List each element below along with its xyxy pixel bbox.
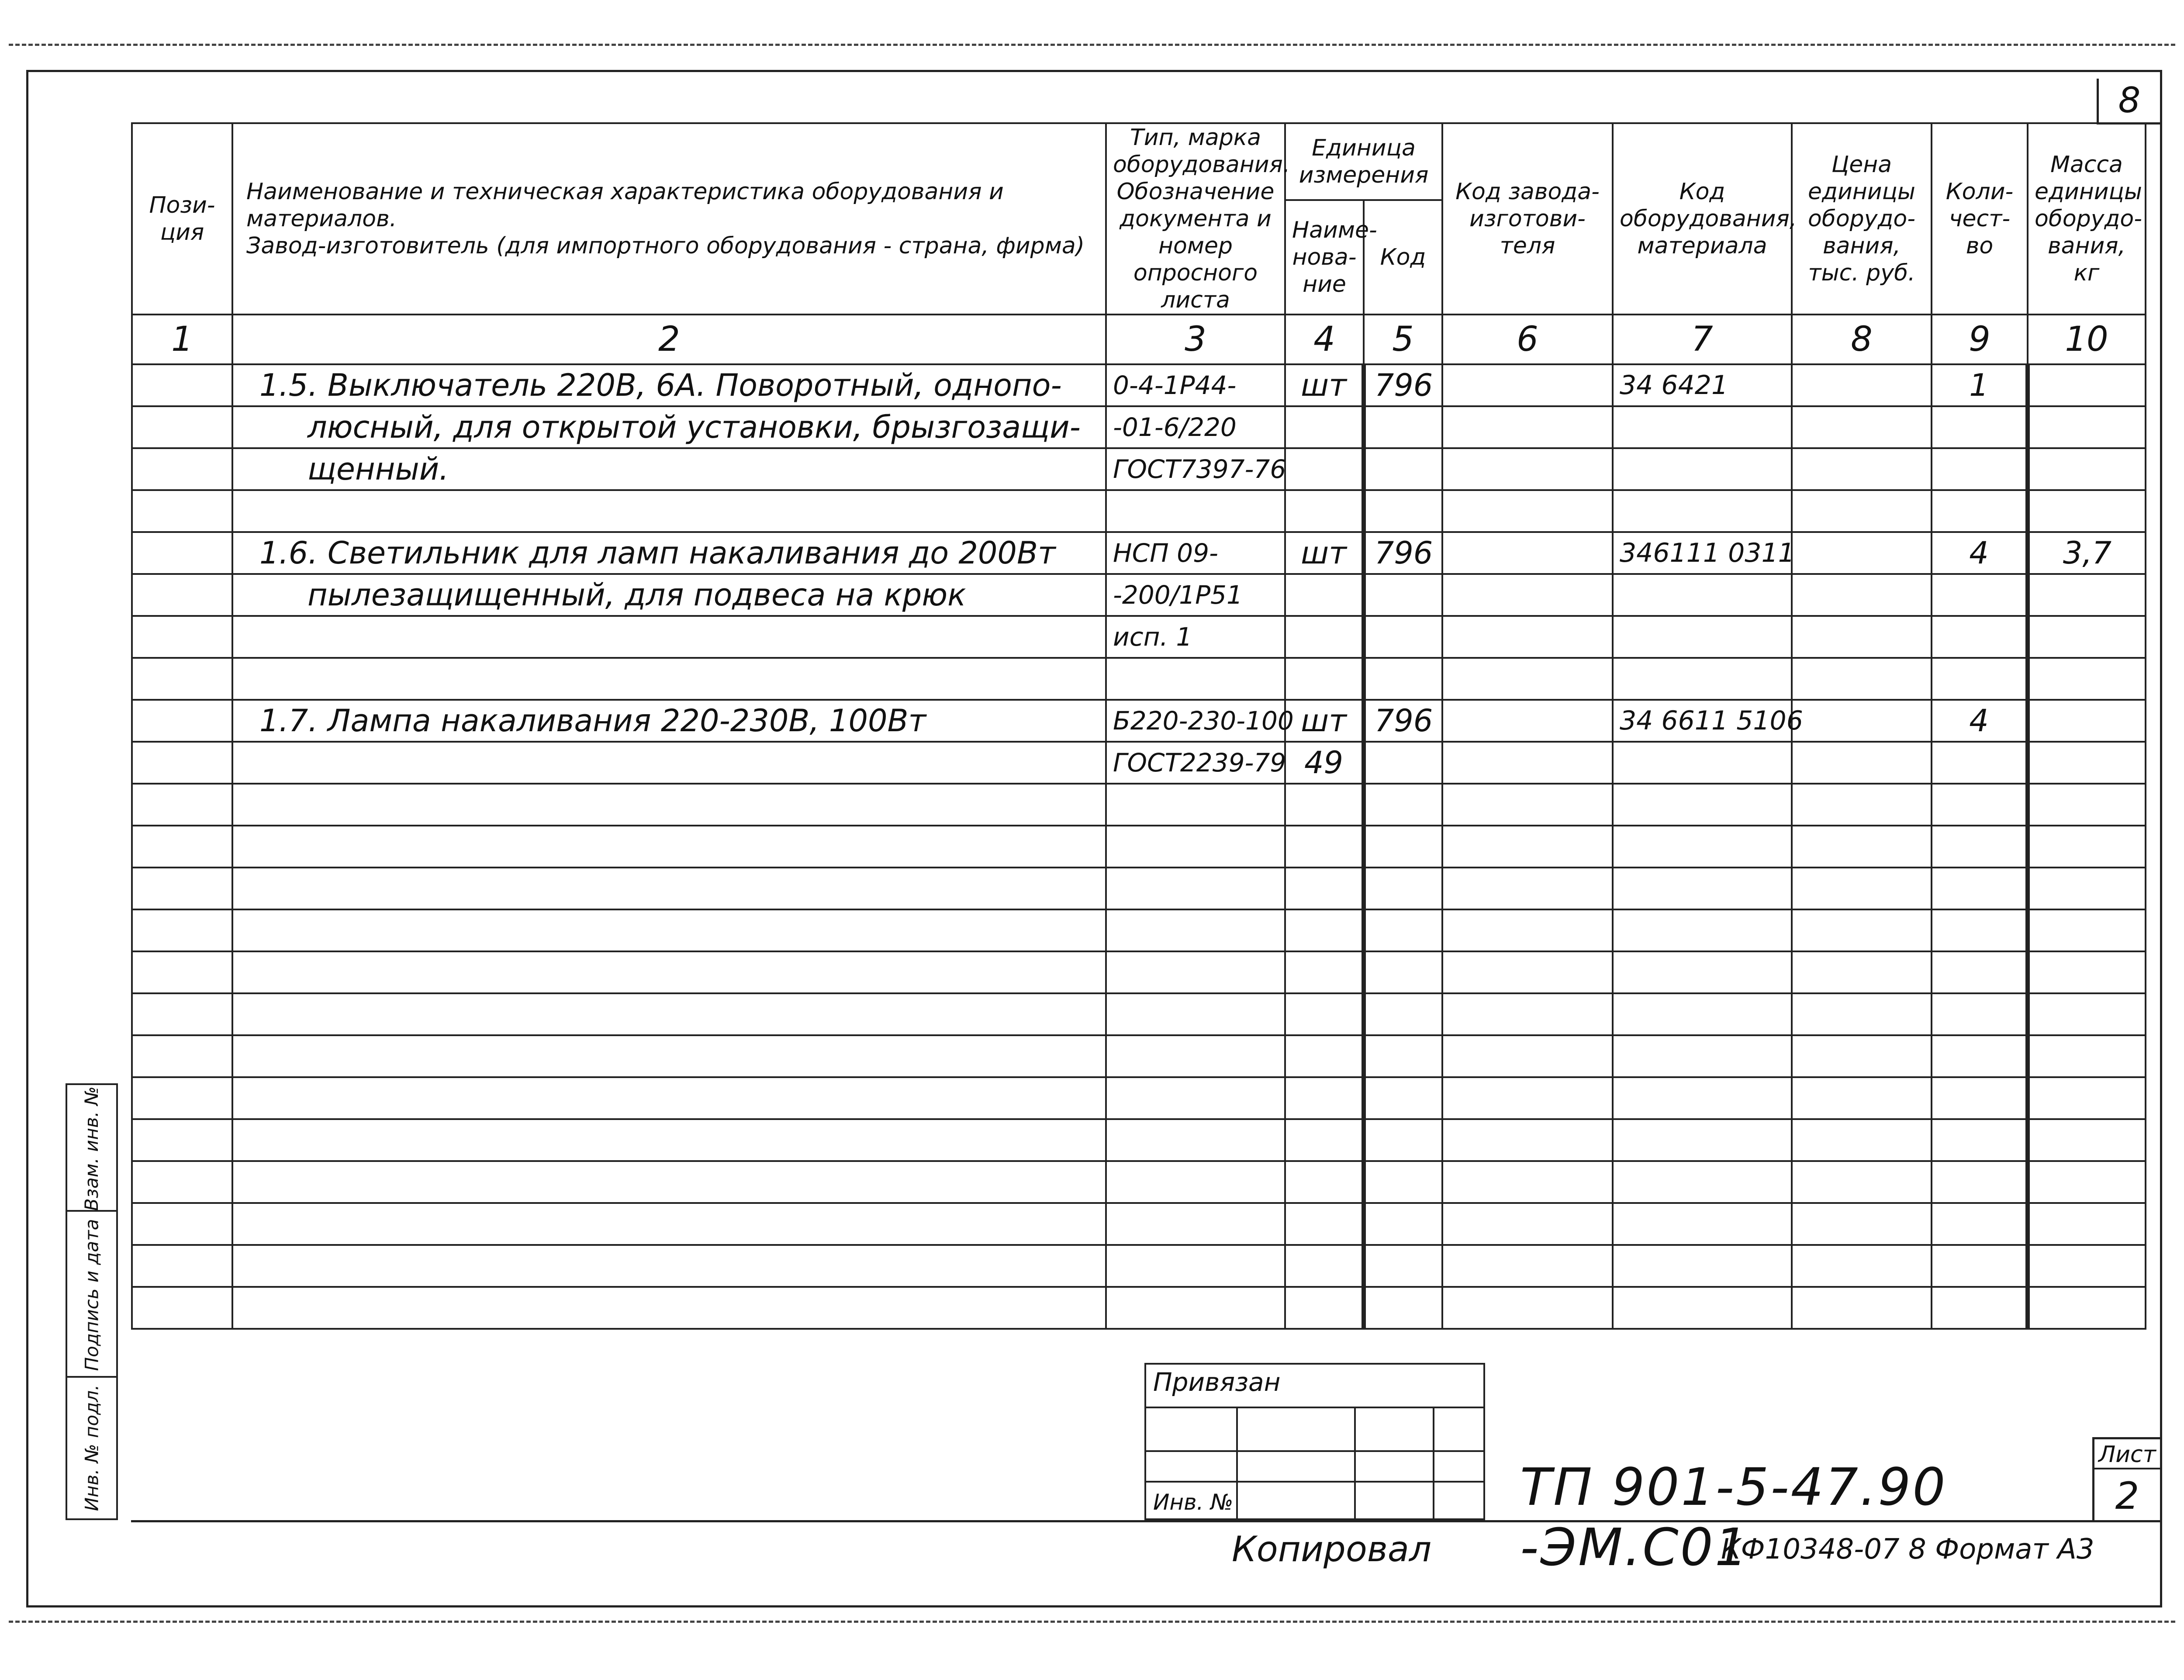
table-cell-c8 [1792, 909, 1932, 951]
table-cell-unit [1285, 1161, 1364, 1203]
table-cell-c8 [1792, 1077, 1932, 1119]
header-price: Цена единицы оборудо-вания, тыс. руб. [1792, 123, 1932, 315]
table-cell-c8 [1792, 1035, 1932, 1077]
table-cell-unit [1285, 784, 1364, 826]
table-cell-name: люсный, для открытой установки, брызгозащи- [232, 406, 1106, 448]
table-cell-c6 [1442, 700, 1613, 742]
table-row [132, 868, 2146, 909]
table-cell-c1 [132, 993, 232, 1035]
column-numbers-row [132, 315, 2146, 364]
table-cell-unit [1285, 1077, 1364, 1119]
table-cell-c1 [132, 909, 232, 951]
table-cell-type [1106, 490, 1285, 532]
table-cell-type: -01-6/220 [1106, 406, 1285, 448]
table-cell-name [232, 826, 1106, 868]
table-cell-code: 796 [1364, 532, 1442, 574]
sheet-box [2092, 1437, 2160, 1522]
table-cell-name [232, 784, 1106, 826]
table-cell-mass [2028, 616, 2146, 658]
table-cell-equip_code [1613, 1035, 1792, 1077]
table-cell-name [232, 1077, 1106, 1119]
header-unit-code: Код [1364, 200, 1442, 315]
table-cell-equip_code: 34 6421 [1613, 364, 1792, 406]
header-quantity: Коли-чест-во [1932, 123, 2028, 315]
side-label-replaced-inv: Взам. инв. № [81, 1086, 103, 1211]
table-cell-qty [1932, 951, 2028, 993]
table-cell-equip_code: 346111 0311 [1613, 532, 1792, 574]
table-row [132, 993, 2146, 1035]
table-cell-equip_code [1613, 658, 1792, 700]
table-cell-code: 796 [1364, 364, 1442, 406]
table-cell-mass [2028, 574, 2146, 616]
table-cell-code [1364, 448, 1442, 490]
table-cell-unit [1285, 490, 1364, 532]
table-cell-qty [1932, 574, 2028, 616]
table-cell-name [232, 742, 1106, 784]
table-cell-mass [2028, 1245, 2146, 1287]
header-equipment-code: Код оборудования, материала [1613, 123, 1792, 315]
table-cell-mass [2028, 406, 2146, 448]
table-cell-type: -200/1Р51 [1106, 574, 1285, 616]
table-cell-c6 [1442, 532, 1613, 574]
table-cell-c1 [132, 1035, 232, 1077]
col-number: 6 [1442, 315, 1613, 364]
table-cell-name [232, 993, 1106, 1035]
table-cell-type [1106, 1077, 1285, 1119]
table-row [132, 826, 2146, 868]
table-cell-c8 [1792, 364, 1932, 406]
table-cell-code [1364, 951, 1442, 993]
sheet-label: Лист [2094, 1441, 2160, 1469]
table-cell-c1 [132, 826, 232, 868]
header-name-line2: Завод-изготовитель (для импортного оборудования - страна, фирма) [246, 233, 1085, 259]
table-row [132, 616, 2146, 658]
table-cell-mass [2028, 700, 2146, 742]
table-cell-unit [1285, 1203, 1364, 1245]
table-cell-name [232, 951, 1106, 993]
col-number: 2 [232, 315, 1106, 364]
table-cell-c8 [1792, 868, 1932, 909]
table-cell-unit [1285, 951, 1364, 993]
header-unit: Единица измерения [1285, 123, 1442, 200]
sheet-number: 2 [2115, 1474, 2139, 1518]
table-cell-mass [2028, 742, 2146, 784]
table-cell-code [1364, 1245, 1442, 1287]
table-cell-qty [1932, 1035, 2028, 1077]
table-row [132, 574, 2146, 616]
table-cell-c8 [1792, 1245, 1932, 1287]
table-cell-c1 [132, 574, 232, 616]
table-cell-c6 [1442, 993, 1613, 1035]
table-cell-unit [1285, 448, 1364, 490]
table-row [132, 406, 2146, 448]
table-cell-qty [1932, 490, 2028, 532]
table-cell-qty [1932, 742, 2028, 784]
col-number: 10 [2028, 315, 2146, 364]
table-cell-name [232, 1161, 1106, 1203]
table-cell-qty [1932, 448, 2028, 490]
table-cell-qty [1932, 406, 2028, 448]
table-cell-name [232, 1203, 1106, 1245]
table-cell-c6 [1442, 1035, 1613, 1077]
col-number: 8 [1792, 315, 1932, 364]
table-cell-code [1364, 1119, 1442, 1161]
header-mass: Масса единицы оборудо-вания, кг [2028, 123, 2146, 315]
table-cell-mass [2028, 1203, 2146, 1245]
table-cell-c8 [1792, 742, 1932, 784]
table-cell-c8 [1792, 574, 1932, 616]
table-cell-unit [1285, 1287, 1364, 1329]
table-cell-c1 [132, 868, 232, 909]
table-cell-c1 [132, 490, 232, 532]
side-label-signature-date: Подпись и дата [81, 1219, 103, 1371]
table-cell-type [1106, 951, 1285, 993]
table-cell-c1 [132, 1119, 232, 1161]
table-cell-qty [1932, 909, 2028, 951]
table-cell-type: Б220-230-100 [1106, 700, 1285, 742]
table-cell-mass [2028, 868, 2146, 909]
table-cell-qty [1932, 1161, 2028, 1203]
table-cell-c6 [1442, 1245, 1613, 1287]
table-cell-code [1364, 826, 1442, 868]
table-cell-c6 [1442, 658, 1613, 700]
table-cell-type: 0-4-1Р44- [1106, 364, 1285, 406]
table-cell-mass [2028, 1287, 2146, 1329]
table-cell-code [1364, 993, 1442, 1035]
header-unit-name: Наиме-нова-ние [1285, 200, 1364, 315]
table-cell-c1 [132, 448, 232, 490]
table-cell-c1 [132, 364, 232, 406]
table-cell-qty [1932, 868, 2028, 909]
table-cell-unit [1285, 1245, 1364, 1287]
col-number: 1 [132, 315, 232, 364]
table-cell-c6 [1442, 574, 1613, 616]
table-cell-c1 [132, 658, 232, 700]
bottom-border-line [131, 1520, 2160, 1522]
table-cell-unit [1285, 826, 1364, 868]
table-cell-equip_code [1613, 909, 1792, 951]
table-cell-name [232, 658, 1106, 700]
header-name [232, 123, 1106, 315]
table-cell-equip_code [1613, 406, 1792, 448]
document-code: ТП 901-5-47.90 -ЭМ.С01 [1520, 1457, 1947, 1577]
table-cell-c6 [1442, 1077, 1613, 1119]
stamp-inv-number: Инв. № [1153, 1490, 1234, 1515]
table-cell-mass [2028, 826, 2146, 868]
table-cell-name [232, 1119, 1106, 1161]
table-cell-c8 [1792, 658, 1932, 700]
table-cell-code [1364, 1203, 1442, 1245]
table-cell-qty: 4 [1932, 532, 2028, 574]
table-cell-qty [1932, 1245, 2028, 1287]
table-cell-mass [2028, 364, 2146, 406]
col-number: 9 [1932, 315, 2028, 364]
table-cell-c1 [132, 406, 232, 448]
table-cell-unit [1285, 1035, 1364, 1077]
table-cell-type [1106, 1203, 1285, 1245]
table-row [132, 658, 2146, 700]
table-cell-c8 [1792, 784, 1932, 826]
specification-table [131, 122, 2146, 1330]
table-cell-equip_code [1613, 951, 1792, 993]
table-cell-c6 [1442, 951, 1613, 993]
table-cell-equip_code [1613, 993, 1792, 1035]
bottom-dashed-line [9, 1621, 2175, 1623]
table-cell-c6 [1442, 1287, 1613, 1329]
table-cell-type [1106, 909, 1285, 951]
table-cell-c6 [1442, 1161, 1613, 1203]
table-cell-mass [2028, 658, 2146, 700]
table-cell-type: НСП 09- [1106, 532, 1285, 574]
table-cell-type [1106, 826, 1285, 868]
table-row [132, 1035, 2146, 1077]
table-cell-equip_code [1613, 1245, 1792, 1287]
table-row [132, 532, 2146, 574]
table-cell-unit [1285, 993, 1364, 1035]
table-cell-c8 [1792, 1119, 1932, 1161]
table-cell-equip_code [1613, 574, 1792, 616]
table-cell-mass [2028, 951, 2146, 993]
table-cell-mass [2028, 1035, 2146, 1077]
table-row [132, 951, 2146, 993]
table-cell-c1 [132, 742, 232, 784]
table-cell-unit [1285, 1119, 1364, 1161]
col-number: 5 [1364, 315, 1442, 364]
table-cell-name [232, 1245, 1106, 1287]
table-row [132, 1119, 2146, 1161]
table-cell-c8 [1792, 1287, 1932, 1329]
table-cell-unit [1285, 406, 1364, 448]
table-cell-qty [1932, 784, 2028, 826]
stamp-title: Привязан [1153, 1367, 1281, 1397]
table-cell-type [1106, 1035, 1285, 1077]
table-cell-equip_code [1613, 1077, 1792, 1119]
table-cell-c8 [1792, 1161, 1932, 1203]
table-cell-c8 [1792, 616, 1932, 658]
table-cell-mass [2028, 909, 2146, 951]
table-cell-c6 [1442, 742, 1613, 784]
table-cell-name [232, 1035, 1106, 1077]
table-cell-c8 [1792, 700, 1932, 742]
table-cell-qty [1932, 616, 2028, 658]
table-cell-unit: 49 [1285, 742, 1364, 784]
table-cell-type [1106, 868, 1285, 909]
table-cell-equip_code [1613, 826, 1792, 868]
table-cell-mass [2028, 1077, 2146, 1119]
table-cell-name: пылезащищенный, для подвеса на крюк [232, 574, 1106, 616]
table-cell-qty: 4 [1932, 700, 2028, 742]
table-cell-c6 [1442, 364, 1613, 406]
table-cell-c6 [1442, 784, 1613, 826]
table-cell-c8 [1792, 951, 1932, 993]
table-cell-type [1106, 1119, 1285, 1161]
table-cell-code [1364, 742, 1442, 784]
table-cell-c6 [1442, 826, 1613, 868]
copied-by: Копировал [1232, 1529, 1432, 1569]
table-cell-equip_code [1613, 490, 1792, 532]
table-cell-type: исп. 1 [1106, 616, 1285, 658]
table-cell-code [1364, 1035, 1442, 1077]
table-cell-c1 [132, 1161, 232, 1203]
table-cell-type: ГОСТ2239-79 [1106, 742, 1285, 784]
table-cell-c1 [132, 951, 232, 993]
table-cell-unit [1285, 909, 1364, 951]
table-cell-code [1364, 658, 1442, 700]
format-label: КФ10348-07 8 Формат А3 [1721, 1533, 2094, 1566]
table-cell-c1 [132, 1245, 232, 1287]
table-cell-c8 [1792, 993, 1932, 1035]
table-cell-equip_code [1613, 1287, 1792, 1329]
header-name-line1: Наименование и техническая характеристика оборудования и материалов. [246, 179, 1004, 232]
table-cell-qty [1932, 1119, 2028, 1161]
table-cell-mass [2028, 448, 2146, 490]
table-row [132, 448, 2146, 490]
table-row [132, 364, 2146, 406]
table-cell-mass [2028, 784, 2146, 826]
table-cell-name: 1.7. Лампа накаливания 220-230В, 100Вт [232, 700, 1106, 742]
table-cell-equip_code [1613, 1161, 1792, 1203]
table-cell-type: ГОСТ7397-76 [1106, 448, 1285, 490]
table-cell-unit [1285, 616, 1364, 658]
table-cell-c6 [1442, 406, 1613, 448]
header-type: Тип, марка оборудования. Обозначение документа и номер опросного листа [1106, 123, 1285, 315]
table-cell-code [1364, 574, 1442, 616]
table-cell-unit: шт [1285, 700, 1364, 742]
table-cell-c6 [1442, 448, 1613, 490]
table-cell-qty [1932, 826, 2028, 868]
table-row [132, 490, 2146, 532]
table-cell-unit [1285, 574, 1364, 616]
table-cell-name: 1.5. Выключатель 220В, 6А. Поворотный, однопо- [232, 364, 1106, 406]
table-cell-name [232, 616, 1106, 658]
table-cell-name [232, 909, 1106, 951]
table-cell-c8 [1792, 448, 1932, 490]
table-cell-code [1364, 784, 1442, 826]
table-cell-equip_code [1613, 1203, 1792, 1245]
col-number: 7 [1613, 315, 1792, 364]
table-cell-c8 [1792, 490, 1932, 532]
table-cell-c6 [1442, 868, 1613, 909]
table-cell-name [232, 490, 1106, 532]
table-cell-qty [1932, 1203, 2028, 1245]
side-label-inv-original: Инв. № подл. [81, 1384, 103, 1511]
top-dashed-line [9, 44, 2175, 46]
table-cell-equip_code: 34 6611 5106 [1613, 700, 1792, 742]
table-cell-qty [1932, 993, 2028, 1035]
table-cell-c6 [1442, 616, 1613, 658]
table-cell-type [1106, 1287, 1285, 1329]
table-cell-equip_code [1613, 1119, 1792, 1161]
table-cell-c6 [1442, 1119, 1613, 1161]
table-cell-code [1364, 616, 1442, 658]
table-cell-qty [1932, 658, 2028, 700]
table-row [132, 784, 2146, 826]
table-cell-mass [2028, 490, 2146, 532]
table-cell-code [1364, 490, 1442, 532]
table-row [132, 700, 2146, 742]
table-row [132, 1203, 2146, 1245]
table-cell-c6 [1442, 1203, 1613, 1245]
table-cell-code [1364, 909, 1442, 951]
table-cell-unit: шт [1285, 532, 1364, 574]
table-row [132, 1245, 2146, 1287]
table-cell-c8 [1792, 532, 1932, 574]
header-factory-code: Код завода-изготови-теля [1442, 123, 1613, 315]
table-cell-unit [1285, 868, 1364, 909]
col-number: 3 [1106, 315, 1285, 364]
table-cell-mass: 3,7 [2028, 532, 2146, 574]
table-cell-equip_code [1613, 616, 1792, 658]
table-cell-c8 [1792, 406, 1932, 448]
table-cell-name [232, 1287, 1106, 1329]
table-cell-equip_code [1613, 448, 1792, 490]
table-cell-type [1106, 993, 1285, 1035]
col-number: 4 [1285, 315, 1364, 364]
table-cell-equip_code [1613, 868, 1792, 909]
table-cell-c1 [132, 1077, 232, 1119]
table-cell-qty: 1 [1932, 364, 2028, 406]
table-cell-c8 [1792, 826, 1932, 868]
table-row [132, 742, 2146, 784]
table-cell-type [1106, 1245, 1285, 1287]
table-cell-c6 [1442, 909, 1613, 951]
table-cell-unit: шт [1285, 364, 1364, 406]
table-cell-code [1364, 406, 1442, 448]
table-cell-equip_code [1613, 784, 1792, 826]
table-cell-code: 796 [1364, 700, 1442, 742]
table-cell-type [1106, 658, 1285, 700]
table-cell-mass [2028, 1161, 2146, 1203]
table-cell-code [1364, 1161, 1442, 1203]
header-position: Пози-ция [132, 123, 232, 315]
table-cell-c1 [132, 532, 232, 574]
table-cell-qty [1932, 1287, 2028, 1329]
table-row [132, 1161, 2146, 1203]
table-cell-unit [1285, 658, 1364, 700]
binding-stamp [1144, 1363, 1485, 1520]
table-cell-c6 [1442, 490, 1613, 532]
table-cell-type [1106, 784, 1285, 826]
table-row [132, 909, 2146, 951]
table-cell-mass [2028, 1119, 2146, 1161]
table-cell-c1 [132, 1203, 232, 1245]
table-row [132, 1287, 2146, 1329]
table-row [132, 1077, 2146, 1119]
table-cell-type [1106, 1161, 1285, 1203]
table-cell-code [1364, 1077, 1442, 1119]
table-cell-name: щенный. [232, 448, 1106, 490]
table-cell-name [232, 868, 1106, 909]
table-cell-code [1364, 1287, 1442, 1329]
table-cell-equip_code [1613, 742, 1792, 784]
table-cell-c1 [132, 616, 232, 658]
table-cell-name: 1.6. Светильник для ламп накаливания до 200Вт [232, 532, 1106, 574]
side-margin-stamp [66, 1083, 118, 1520]
page-number: 8 [2097, 79, 2160, 124]
table-cell-c1 [132, 700, 232, 742]
table-cell-c1 [132, 1287, 232, 1329]
table-cell-code [1364, 868, 1442, 909]
table-cell-mass [2028, 993, 2146, 1035]
table-cell-c8 [1792, 1203, 1932, 1245]
table-cell-c1 [132, 784, 232, 826]
table-cell-qty [1932, 1077, 2028, 1119]
